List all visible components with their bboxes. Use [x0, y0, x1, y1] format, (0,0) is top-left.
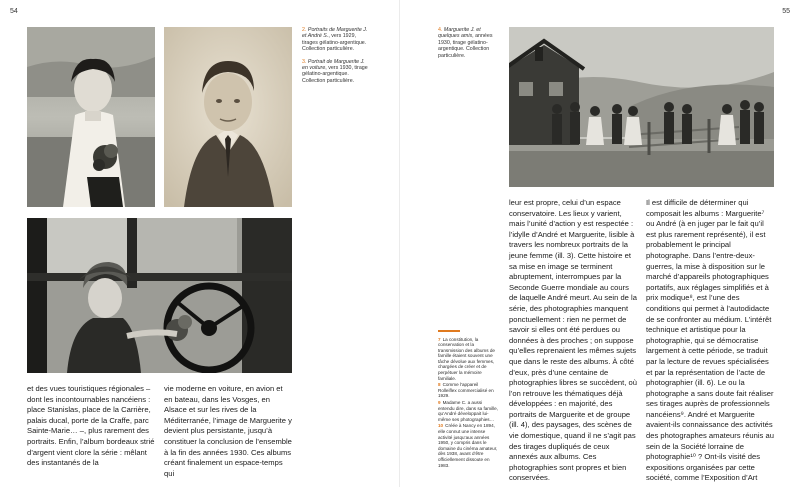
caption-ill-2-3 — [302, 27, 370, 90]
footnote — [438, 423, 498, 468]
left-body-column-1 — [27, 384, 155, 469]
footnote — [438, 382, 498, 399]
caption-number: 2. — [302, 27, 307, 33]
caption-number: 3. — [302, 58, 307, 65]
photo-image — [27, 27, 155, 207]
photo-image — [509, 27, 774, 187]
caption-number: 4. — [438, 27, 443, 33]
footnote-text: Créée à Nancy en 1894, elle connut une intense activité jusqu’aux années 1950, y compris dans le domaine du cinéma amateur, dès 1938, avant d’être officiellement dissoute en 1983. — [438, 423, 498, 468]
footnote-number: 8 — [438, 382, 441, 388]
paragraph: leur est propre, celui d’un espace conservatoire. Les lieux y varient, mais l’unité d’action y est respectée : l’idylle d’André et Marguerite, lisible à travers les nombreux portraits de la jeune femme (ill. 3). Cette histoire et sa mise en image se terminent abruptement, interrompues par la Seconde Guerre mondiale au cours de laquelle André meurt. Au sein de la série, des photographies manquent ponctuellement : rien ne permet de savoir si elles ont été perdues ou données à des proches ; on suppose qu’elles reprenaient les mêmes sujets que dans le reste des albums. À côté d’eux, près d’une centaine de photographies libres se succèdent, où l’on retrouve les thématiques déjà développées : en majorité, des portraits de Marguerite et de groupe (ill. 4), des paysages, des scènes de vie domestique, quand il ne s’agit pas des tirages dupliqués de ceux annexés aux albums. Ces photographies sont propres et bien conservées. — [509, 198, 637, 483]
footnote-text: Comme l’appareil Rolleiflex commercialisé en 1929. — [438, 382, 494, 399]
footnote — [438, 337, 498, 382]
footnote-number: 7 — [438, 336, 441, 342]
photo-image — [27, 218, 292, 373]
photo-image — [164, 27, 292, 207]
photo-andre-portrait — [164, 27, 292, 207]
caption-title: Portraits de Marguerite J. et André S. — [302, 27, 368, 40]
caption-ill-4-text — [438, 27, 503, 59]
page-number-right: 55 — [782, 8, 790, 15]
caption-text: , vers 1930, tirage gélatino-argentique. Collection particulière. — [302, 65, 368, 84]
caption-title: Portrait de Marguerite J. en voiture — [302, 58, 365, 72]
paragraph: vie moderne en voiture, en avion et en bateau, dans les Vosges, en Alsace et sur les rives de la Méditerranée, l’image de Marguerite y devient plus persistante, jusqu’à constituer la conclusion de l’ensemble à la fin des années 1930. Ces albums créant finalement un espace-temps qui — [164, 384, 292, 478]
caption-text: , vers 1929, tirages gélatino-argentique. Collection particulière. — [302, 33, 367, 53]
page-number-left: 54 — [10, 8, 18, 15]
footnote — [438, 400, 498, 422]
footnote-text: La constitution, la conservation et la transmission des albums de famille étaient souvent une tâche dévolue aux femmes, chargées de créer et de perpétuer la mémoire familiale. — [438, 336, 495, 381]
footnote-rule — [438, 330, 460, 332]
right-body-column-1 — [509, 198, 637, 484]
right-page — [400, 0, 800, 487]
caption-title: Marguerite J. et quelques amis — [438, 27, 481, 40]
footnote-text: Madame C. a aussi entendu dire, dans sa famille, qu’André développait lui-même ses photographies… — [438, 400, 499, 422]
paragraph: Il est difficile de déterminer qui composait les albums : Marguerite⁷ ou André (à en juger par le fait qu’il est plus rarement représenté), il est probablement le principal photographe. Dans l’entre-deux-guerres, la mise à disposition sur le marché d’appareils photographiques portatifs, aux réglages simplifiés et à prix modique⁸, est l’une des conditions qui permet à l’autodidacte de se confronter au médium. L’intérêt technique et artistique pour la photographie, qui se démocratise largement à cette période, se traduit par la lecture de revues spécialisées et par la représentation de l’acte de photographier (ill. 6). Le ou la photographe a sans doute fait réaliser ses tirages auprès de professionnels nancéiens⁹. André et Marguerite avaient-ils connaissance des activités des photographes amateurs réunis au sein de la Société lorraine de photographie¹⁰ ? Ont-ils visité des expositions organisées par cette société, comme l’Exposition d’Art — [646, 198, 774, 483]
footnotes — [438, 330, 498, 469]
caption-ill-4 — [438, 27, 503, 65]
photo-marguerite-car — [27, 218, 292, 373]
photo-marguerite-portrait — [27, 27, 155, 207]
photo-group-chalet — [509, 27, 774, 187]
paragraph: et des vues touristiques régionales – dont les incontournables nancéiens : place Stanislas, place de la Carrière, palais ducal, porte de la Craffe, parc Sainte-Marie… –, plus rarement des portraits. Enfin, l’album bordeaux strié d’argent vient clore la série : mêlant des instantanés de la — [27, 384, 155, 468]
left-body-column-2 — [164, 384, 292, 479]
caption-ill-3 — [302, 59, 370, 85]
caption-ill-2 — [302, 27, 370, 53]
right-body-column-2 — [646, 198, 774, 484]
caption-text: , années 1930, tirage gélatino-argentique. Collection particulière. — [438, 33, 493, 59]
footnote-number: 9 — [438, 400, 441, 406]
footnote-number: 10 — [438, 423, 444, 429]
